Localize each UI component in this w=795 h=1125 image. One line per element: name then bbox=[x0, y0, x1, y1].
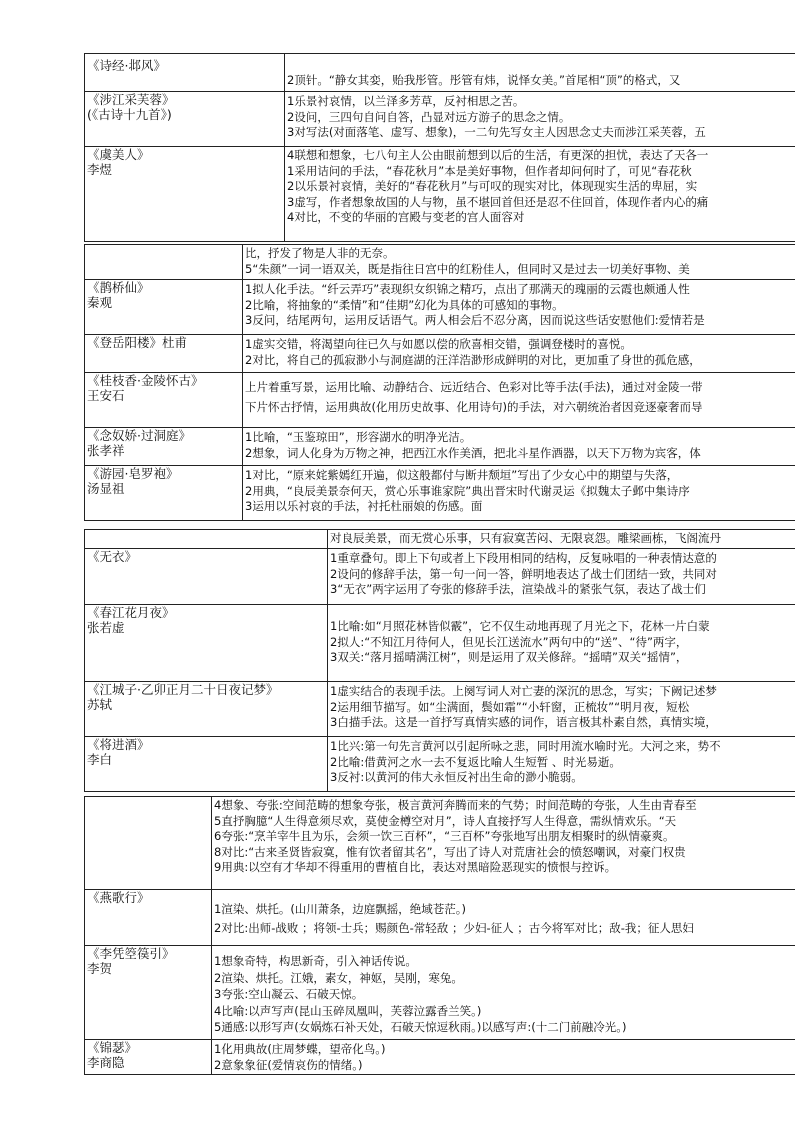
technique-cell bbox=[212, 890, 795, 946]
technique-line: 3对写法(对面落笔、虚写、想象)，一二句先写女主人因思念丈夫而涉江采芙蓉，五 bbox=[287, 125, 706, 140]
technique-line: 3夸张:空山凝云、石破天惊。 bbox=[214, 987, 364, 1002]
poem-title-cell bbox=[85, 245, 243, 280]
poem-title-cell bbox=[85, 335, 243, 373]
technique-line: 1想象奇特，构思新奇，引入神话传说。 bbox=[214, 954, 417, 968]
technique-line: 2拟人:“不知江月待何人，但见长江送流水”两句中的“送”、“待”两字， bbox=[330, 634, 688, 649]
technique-line: 1虚实结合的表现手法。上阕写词人对亡妻的深沉的思念，写实；下阙记述梦 bbox=[330, 684, 717, 698]
technique-line: 3“无衣”两字运用了夸张的修辞手法，渲染战斗的紧张气氛，表达了战士们 bbox=[330, 582, 706, 597]
technique-cell bbox=[285, 147, 795, 242]
technique-line: 9用典:以空有才华却不得重用的曹植自比，表达对黑暗险恶现实的愤恨与控诉。 bbox=[214, 860, 617, 875]
technique-line: 1重章叠句。即上下句或者上下段用相同的结构，反复咏唱的一种表情达意的 bbox=[330, 551, 717, 565]
poem-title: 《无衣》 bbox=[87, 549, 138, 564]
table-row bbox=[85, 280, 795, 335]
poem-title: 《念奴娇·过洞庭》 bbox=[87, 428, 191, 443]
poem-title: 《登岳阳楼》杜甫 bbox=[87, 335, 188, 350]
technique-line: 8对比:“古来圣贤皆寂寞，惟有饮者留其名”，写出了诗人对荒唐社会的愤怒嘲讽，对豪门权贵 bbox=[214, 844, 686, 859]
poem-author: 张若虚 bbox=[87, 620, 125, 635]
table-row bbox=[85, 682, 795, 737]
technique-cell bbox=[285, 92, 795, 147]
technique-line: 下片怀古抒情，运用典故(化用历史故事、化用诗句)的手法，对六朝统治者因竞逐豪奢而导 bbox=[245, 399, 703, 414]
table-row bbox=[85, 92, 795, 147]
table-block bbox=[84, 796, 795, 1075]
poem-title: 《游园·皂罗袍》 bbox=[87, 466, 179, 481]
technique-line: 3反衬:以黄河的伟大永恒反衬出生命的渺小脆弱。 bbox=[330, 770, 583, 785]
poem-title-cell bbox=[85, 147, 285, 242]
table-row bbox=[85, 147, 795, 242]
technique-line: 5通感:以形写声(女娲炼石补天处，石破天惊逗秋雨。)以感写声:(十二门前融冷光。) bbox=[214, 1020, 627, 1035]
poem-title-cell bbox=[85, 428, 243, 466]
technique-cell bbox=[328, 530, 795, 549]
technique-line: 4比喻:以声写声(昆山玉碎凤凰叫，芙蓉泣露香兰笑。) bbox=[214, 1003, 482, 1018]
poem-title: 《桂枝香·金陵怀古》 bbox=[87, 373, 204, 388]
poem-title-cell bbox=[85, 373, 243, 428]
poem-subtitle: (《古诗十九首》) bbox=[87, 107, 172, 122]
technique-line: 3运用以乐衬哀的手法，衬托杜丽娘的伤感。面 bbox=[245, 499, 483, 514]
technique-cell bbox=[243, 428, 795, 466]
technique-line: 4想象、夸张:空间范畴的想象夸张，极言黄河奔腾而来的气势；时间范畴的夸张，人生由青春至 bbox=[214, 798, 697, 812]
table-block bbox=[84, 529, 795, 792]
poem-title: 《诗经·邶风》 bbox=[87, 58, 166, 73]
technique-cell bbox=[328, 737, 795, 792]
table-row bbox=[85, 1040, 795, 1075]
poem-title: 《鹊桥仙》 bbox=[87, 280, 150, 295]
technique-line: 比，抒发了物是人非的无奈。 bbox=[245, 246, 395, 260]
technique-line: 2渲染、烘托。江娥，素女，神妪，吴刚，寒兔。 bbox=[214, 970, 463, 985]
technique-line: 2设问的修辞手法，第一句一问一答，鲜明地表达了战士们团结一致，共同对 bbox=[330, 566, 717, 581]
table-row bbox=[85, 549, 795, 605]
poem-title-cell bbox=[85, 530, 328, 549]
technique-line: 1比喻:如“月照花林皆似霰”，它不仅生动地再现了月光之下，花林一片白蒙 bbox=[330, 619, 710, 633]
poem-author: 张孝祥 bbox=[87, 443, 125, 458]
technique-line: 5“朱颜”一词一语双关，既是指往日宫中的红粉佳人，但同时又是过去一切美好事物、美 bbox=[245, 261, 690, 276]
table-row bbox=[85, 373, 795, 428]
table-row bbox=[85, 428, 795, 466]
table-row bbox=[85, 54, 795, 92]
table-row bbox=[85, 605, 795, 682]
technique-line: 6夸张:“烹羊宰牛且为乐，会须一饮三百杯”，“三百杯”夸张地写出朋友相聚时的纵情豪爽。 bbox=[214, 829, 675, 844]
poem-author: 汤显祖 bbox=[87, 481, 125, 496]
technique-line: 2设问，三四句自问自答，凸显对远方游子的思念之情。 bbox=[287, 109, 571, 124]
table-row bbox=[85, 530, 795, 549]
technique-line: 1渲染、烘托。(山川萧条，边庭飘摇，绝域苍茫。) bbox=[214, 902, 467, 916]
technique-line: 对良辰美景，而无赏心乐事，只有寂寞苦闷、无限哀怨。雕梁画栋，飞阁流丹 bbox=[330, 531, 721, 545]
table-row bbox=[85, 946, 795, 1040]
technique-cell bbox=[243, 245, 795, 280]
table-block bbox=[84, 53, 795, 242]
technique-line: 2对比，将自己的孤寂渺小与洞庭湖的汪洋浩渺形成鲜明的对比，更加重了身世的孤危感， bbox=[245, 352, 701, 367]
technique-cell bbox=[328, 682, 795, 737]
poem-author: 李贺 bbox=[87, 961, 113, 976]
technique-cell bbox=[328, 605, 795, 682]
technique-line: 3双关:“落月摇晴满江树”，则是运用了双关修辞。“摇晴”双关“摇情”， bbox=[330, 650, 688, 665]
technique-line: 2意象象征(爱情哀伤的情绪。) bbox=[214, 1057, 363, 1072]
technique-line: 2对比:出师-战败 ；将领-士兵；赐颜色-常轻敌 ；少妇-征人 ；古今将军对比；敌-我；征人思妇 bbox=[214, 920, 694, 935]
poem-title-cell bbox=[85, 797, 212, 890]
poem-title-cell bbox=[85, 946, 212, 1040]
technique-line: 2以乐景衬哀情，美好的“春花秋月”与可叹的现实对比，体现现实生活的卑屈，实 bbox=[287, 179, 698, 194]
poem-author: 李白 bbox=[87, 752, 113, 767]
poem-author: 王安石 bbox=[87, 388, 125, 403]
technique-cell bbox=[328, 549, 795, 605]
technique-cell bbox=[243, 466, 795, 521]
technique-line: 2想象，词人化身为万物之神，把西江水作美酒，把北斗星作酒器，以天下万物为宾客，体 bbox=[245, 445, 701, 460]
poem-author: 苏轼 bbox=[87, 697, 113, 712]
technique-line: 3反问，结尾两句，运用反话语气。两人相会后不忍分离，因而说这些话安慰他们:爱情若是 bbox=[245, 313, 705, 328]
table-block bbox=[84, 244, 795, 521]
poem-title-cell bbox=[85, 466, 243, 521]
technique-line: 1拟人化手法。“纤云弄巧”表现织女织锦之精巧，点出了那满天的瑰丽的云霞也颇通人性 bbox=[245, 282, 690, 296]
poem-title: 《将进酒》 bbox=[87, 737, 150, 752]
technique-line: 2比喻，将抽象的“柔情”和“佳期”幻化为具体的可感知的事物。 bbox=[245, 297, 564, 312]
table-row bbox=[85, 797, 795, 890]
technique-line: 2顶针。“静女其娈，贻我彤管。彤管有炜，说怿女美。”首尾相“顶”的格式，又 bbox=[287, 72, 681, 87]
poem-title-cell bbox=[85, 1040, 212, 1075]
poem-author: 李商隐 bbox=[87, 1055, 125, 1070]
poem-title-cell bbox=[85, 280, 243, 335]
poem-author: 秦观 bbox=[87, 295, 113, 310]
technique-line: 4对比，不变的华丽的宫殿与变老的宫人面容对 bbox=[287, 210, 525, 225]
technique-line: 2比喻:借黄河之水一去不复返比喻人生短暂 、时光易逝。 bbox=[330, 754, 621, 769]
poem-title-cell bbox=[85, 890, 212, 946]
poem-title: 《李凭箜篌引》 bbox=[87, 946, 175, 961]
table-row bbox=[85, 737, 795, 792]
table-row bbox=[85, 245, 795, 280]
poem-title-cell bbox=[85, 605, 328, 682]
poem-title-cell bbox=[85, 737, 328, 792]
poem-title-cell bbox=[85, 54, 285, 92]
technique-line: 3虚写，作者想象故国的人与物，虽不堪回首但还是忍不住回首，体现作者内心的痛 bbox=[287, 194, 709, 209]
technique-line: 1对比，“原来姹紫嫣红开遍，似这般都付与断井颓垣”写出了少女心中的期望与失落， bbox=[245, 468, 679, 482]
technique-cell bbox=[285, 54, 795, 92]
technique-cell bbox=[243, 335, 795, 373]
technique-line: 2运用细节描写。如“尘满面，鬓如霜”“小轩窗，正梳妆”“明月夜，短松 bbox=[330, 699, 690, 714]
poem-title: 《江城子·乙卯正月二十日夜记梦》 bbox=[87, 682, 279, 697]
technique-line: 2用典，“良辰美景奈何天，赏心乐事谁家院”典出晋宋时代谢灵运《拟魏太子邺中集诗序 bbox=[245, 483, 690, 498]
technique-cell bbox=[243, 373, 795, 428]
technique-line: 1化用典故(庄周梦蝶，望帝化鸟。) bbox=[214, 1042, 386, 1056]
technique-line bbox=[287, 57, 795, 73]
poem-title: 《涉江采芙蓉》 bbox=[87, 92, 175, 107]
technique-line: 1虚实交错，将渴望向往已久与如愿以偿的欣喜相交错，强调登楼时的喜悦。 bbox=[245, 337, 632, 351]
poem-title: 《锦瑟》 bbox=[87, 1040, 138, 1055]
poem-title-cell bbox=[85, 549, 328, 605]
poem-author: 李煜 bbox=[87, 162, 113, 177]
technique-line: 1比喻，“玉鉴琼田”，形容湖水的明净光洁。 bbox=[245, 430, 472, 444]
technique-line: 上片着重写景，运用比喻、动静结合、远近结合、色彩对比等手法(手法)，通过对金陵一带 bbox=[245, 380, 703, 394]
technique-cell bbox=[212, 797, 795, 890]
technique-line: 5直抒胸臆“人生得意须尽欢，莫使金樽空对月”，诗人直接抒写人生得意，需纵情欢乐。“天 bbox=[214, 813, 677, 828]
poem-title: 《春江花月夜》 bbox=[87, 605, 175, 620]
poem-title: 《燕歌行》 bbox=[87, 890, 150, 905]
poem-title-cell bbox=[85, 92, 285, 147]
technique-line: 1比兴:第一句先言黄河以引起所咏之悲，同时用流水喻时光。大河之来，势不 bbox=[330, 739, 721, 753]
technique-line: 1乐景衬哀情，以兰泽多芳草，反衬相思之苦。 bbox=[287, 94, 525, 108]
technique-line: 4联想和想象，七八句主人公由眼前想到以后的生活，有更深的担忧，表达了天各一 bbox=[287, 148, 709, 162]
technique-cell bbox=[212, 1040, 795, 1075]
table-row bbox=[85, 890, 795, 946]
technique-cell bbox=[243, 280, 795, 335]
technique-line: 3白描手法。这是一首抒写真情实感的词作，语言极其朴素自然，真情实境， bbox=[330, 715, 717, 730]
technique-line bbox=[330, 611, 795, 619]
technique-line: 1采用诘问的手法，“春花秋月”本是美好事物，但作者却问何时了，可见“春花秋 bbox=[287, 163, 692, 178]
technique-cell bbox=[212, 946, 795, 1040]
table-row bbox=[85, 335, 795, 373]
poem-title: 《虞美人》 bbox=[87, 147, 150, 162]
poem-title-cell bbox=[85, 682, 328, 737]
table-row bbox=[85, 466, 795, 521]
